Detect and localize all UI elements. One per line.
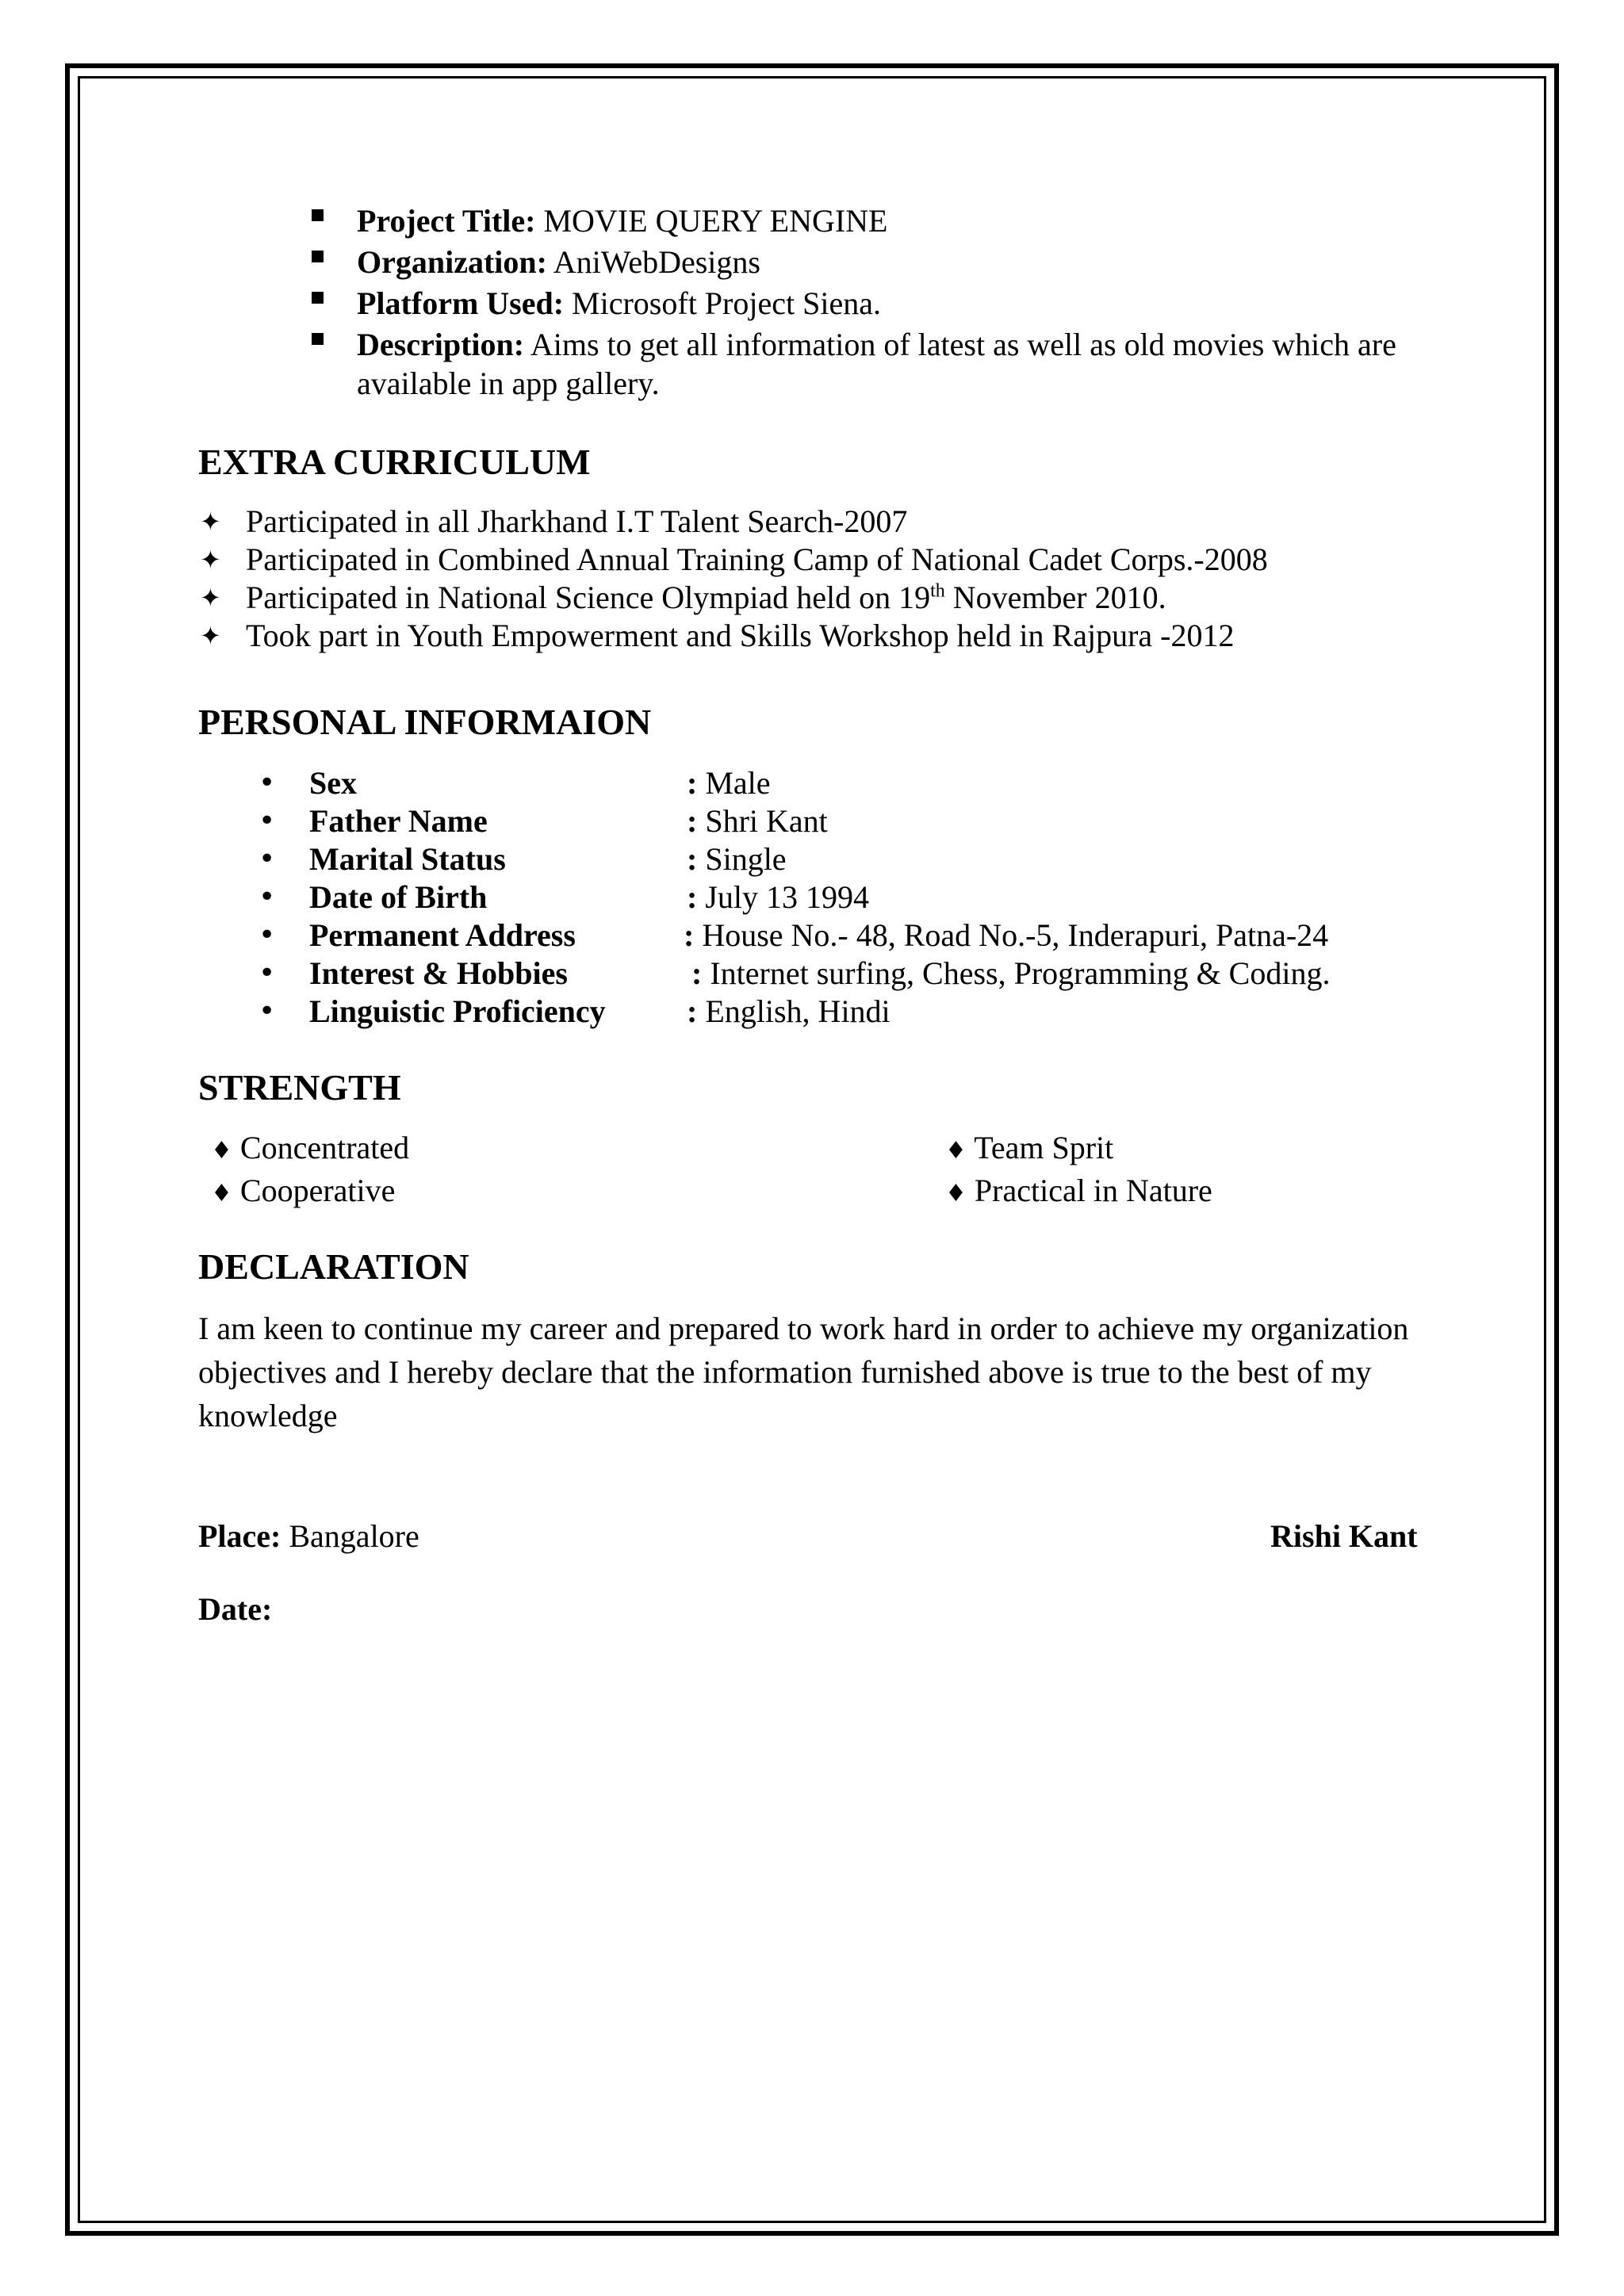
description-line: [357, 326, 1396, 364]
square-bullet-icon: [312, 333, 324, 345]
list-item-text-end: November 2010.: [944, 580, 1166, 615]
place-line: [198, 1517, 419, 1556]
bullet-dot-icon: •: [259, 843, 276, 875]
strength-item: ♦ Concentrated: [211, 1130, 410, 1165]
four-point-star-icon: ✦: [200, 507, 221, 537]
description-value: Aims to get all information of latest as well as old movies which are: [530, 327, 1396, 362]
personal-row-label: Marital Status: [309, 841, 506, 877]
project-title-line: [357, 202, 888, 240]
personal-row-value: : English, Hindi: [687, 993, 891, 1029]
personal-info-heading: PERSONAL INFORMAION: [198, 702, 652, 742]
four-point-star-icon: ✦: [200, 583, 221, 613]
bullet-dot-icon: •: [259, 805, 276, 837]
project-title-label: Project Title:: [357, 203, 536, 239]
list-item: Participated in Combined Annual Training Camp of National Cadet Corps.-2008: [246, 541, 1268, 577]
diamond-bullet-icon: ♦: [945, 1180, 967, 1207]
personal-row-label: Sex: [309, 765, 357, 801]
platform-label: Platform Used:: [357, 285, 565, 321]
square-bullet-icon: [312, 292, 324, 304]
declaration-line: objectives and I hereby declare that the information furnished above is true to the best of my: [198, 1354, 1372, 1390]
declaration-line: knowledge: [198, 1398, 338, 1433]
personal-row-value: : Male: [687, 765, 771, 801]
personal-row-value: : Internet surfing, Chess, Programming & Coding.: [691, 955, 1331, 991]
personal-row-value: : July 13 1994: [687, 879, 870, 915]
description-value-continued: available in app gallery.: [357, 365, 660, 401]
diamond-bullet-icon: ♦: [211, 1137, 232, 1165]
platform-line: [357, 285, 881, 323]
diamond-bullet-icon: ♦: [945, 1137, 967, 1165]
personal-row-value: : Single: [687, 841, 787, 877]
place-label: Place:: [198, 1518, 282, 1554]
bullet-dot-icon: •: [259, 957, 276, 989]
square-bullet-icon: [312, 209, 324, 221]
personal-row-label: Date of Birth: [309, 879, 488, 915]
organization-line: [357, 243, 760, 281]
bullet-dot-icon: •: [259, 995, 276, 1027]
personal-row-value: : Shri Kant: [687, 803, 828, 839]
bullet-dot-icon: •: [259, 919, 276, 951]
square-bullet-icon: [312, 251, 324, 262]
strength-item: ♦ Practical in Nature: [945, 1173, 1212, 1208]
organization-value: AniWebDesigns: [553, 244, 760, 280]
strength-item: ♦ Cooperative: [211, 1173, 396, 1208]
personal-row-label: Linguistic Proficiency: [309, 993, 606, 1029]
personal-row-value: : House No.- 48, Road No.-5, Inderapuri, Patna-24: [684, 917, 1329, 953]
list-item: Participated in all Jharkhand I.T Talent Search-2007: [246, 503, 908, 539]
strength-heading: STRENGTH: [198, 1067, 401, 1108]
declaration-heading: DECLARATION: [198, 1246, 469, 1287]
ordinal-suffix: th: [930, 580, 945, 602]
list-item-text: Participated in National Science Olympiad held on 19: [246, 580, 931, 615]
bullet-dot-icon: •: [259, 881, 276, 913]
organization-label: Organization:: [357, 244, 547, 280]
project-title-value: MOVIE QUERY ENGINE: [543, 203, 888, 239]
platform-value: Microsoft Project Siena.: [572, 285, 881, 321]
diamond-bullet-icon: ♦: [211, 1180, 232, 1207]
description-label: Description:: [357, 327, 525, 362]
declaration-line: I am keen to continue my career and prepared to work hard in order to achieve my organization: [198, 1311, 1409, 1346]
signature-name: Rishi Kant: [1270, 1518, 1418, 1554]
place-value: Bangalore: [289, 1518, 419, 1554]
four-point-star-icon: ✦: [200, 621, 221, 651]
personal-row-label: Father Name: [309, 803, 488, 839]
list-item: [246, 579, 1166, 617]
date-label: Date:: [198, 1591, 273, 1627]
personal-row-label: Permanent Address: [309, 917, 576, 953]
personal-row-label: Interest & Hobbies: [309, 955, 568, 991]
bullet-dot-icon: •: [259, 767, 276, 799]
list-item: Took part in Youth Empowerment and Skills Workshop held in Rajpura -2012: [246, 618, 1235, 653]
four-point-star-icon: ✦: [200, 545, 221, 575]
extra-curriculum-heading: EXTRA CURRICULUM: [198, 442, 591, 482]
strength-item: ♦ Team Sprit: [945, 1130, 1114, 1165]
